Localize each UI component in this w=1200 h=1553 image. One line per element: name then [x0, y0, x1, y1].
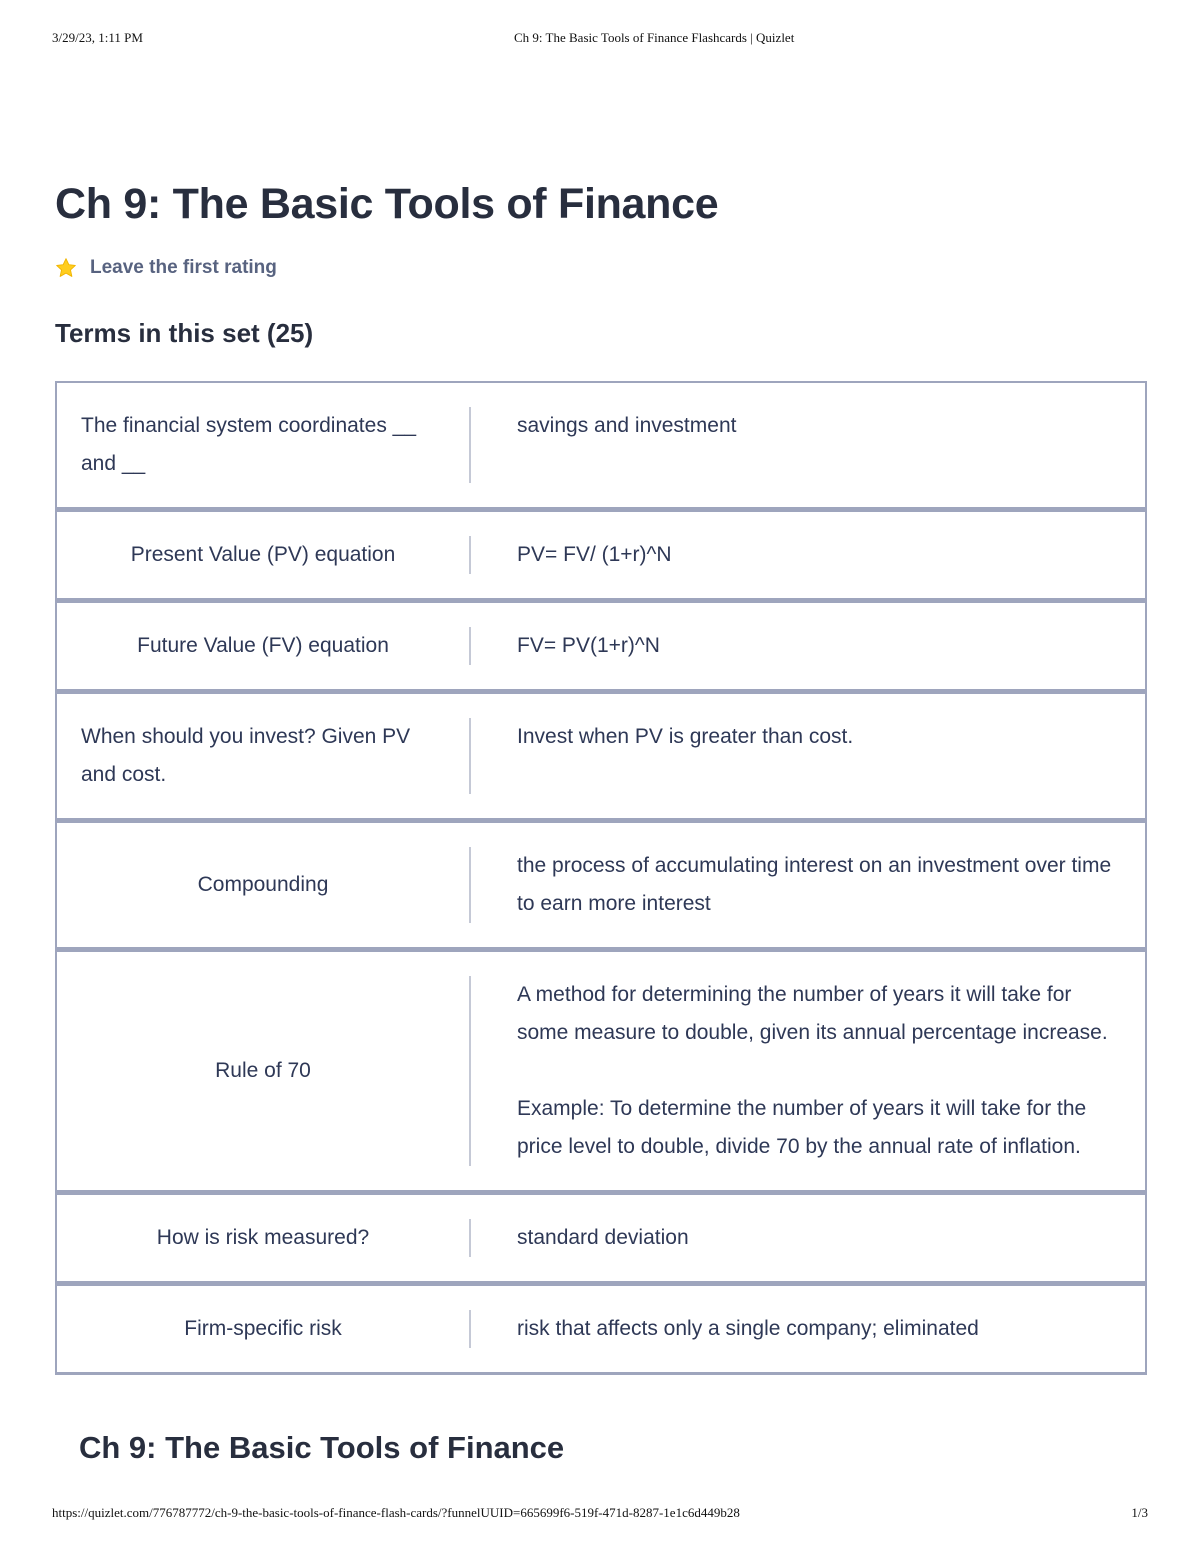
definition-text: FV= PV(1+r)^N	[517, 634, 660, 657]
flashcard-row[interactable]	[55, 1193, 1147, 1284]
definition-text: savings and investment	[517, 414, 737, 437]
flashcard-row[interactable]	[55, 692, 1147, 821]
card-term: When should you invest? Given PV and cost.	[81, 725, 411, 786]
flashcard-row[interactable]	[55, 601, 1147, 692]
print-footer	[52, 1505, 1148, 1525]
card-definition	[471, 976, 1145, 1166]
flashcard-row[interactable]	[55, 1284, 1147, 1375]
print-page-number: 1/3	[1131, 1505, 1148, 1520]
definition-text: standard deviation	[517, 1226, 689, 1249]
definition-text: A method for determining the number of years it will take for some measure to double, given its annual percentage increase.	[517, 983, 1108, 1044]
card-term: Compounding	[197, 873, 329, 896]
definition-text: the process of accumulating interest on an investment over time to earn more interest	[517, 854, 1112, 915]
card-definition	[471, 847, 1145, 923]
card-term: Future Value (FV) equation	[137, 634, 389, 657]
flashcard-row[interactable]	[55, 510, 1147, 601]
card-definition	[471, 1310, 1145, 1348]
card-term: The financial system coordinates __ and __	[81, 414, 417, 475]
rating-row[interactable]	[55, 255, 277, 281]
leave-rating-link[interactable]: Leave the first rating	[90, 257, 277, 278]
card-definition	[471, 536, 1145, 574]
card-definition	[471, 718, 1145, 756]
flashcard-list[interactable]	[55, 381, 1147, 1401]
print-page-title: Ch 9: The Basic Tools of Finance Flashcards | Quizlet	[514, 30, 795, 45]
print-url: https://quizlet.com/776787772/ch-9-the-basic-tools-of-finance-flash-cards/?funnelUUID=665699f6-519f-471d-8287-1e1c6d449b28	[52, 1505, 740, 1520]
card-term: Firm-specific risk	[184, 1317, 342, 1340]
card-term: Present Value (PV) equation	[130, 543, 396, 566]
flashcard-row[interactable]	[55, 821, 1147, 950]
card-term: How is risk measured?	[156, 1226, 370, 1249]
definition-text: risk that affects only a single company; eliminated	[517, 1317, 979, 1340]
card-definition	[471, 627, 1145, 665]
page-title: Ch 9: The Basic Tools of Finance	[55, 180, 719, 228]
definition-text: Invest when PV is greater than cost.	[517, 725, 854, 748]
flashcard-row[interactable]	[55, 950, 1147, 1193]
card-definition	[471, 407, 1145, 445]
card-definition	[471, 1219, 1145, 1257]
print-datetime: 3/29/23, 1:11 PM	[52, 30, 143, 45]
card-term: Rule of 70	[215, 1059, 311, 1082]
sticky-set-title: Ch 9: The Basic Tools of Finance	[79, 1430, 565, 1465]
print-header	[52, 30, 1148, 50]
star-icon	[55, 257, 77, 279]
definition-text: PV= FV/ (1+r)^N	[517, 543, 672, 566]
terms-heading: Terms in this set (25)	[55, 318, 314, 348]
definition-example-text: Example: To determine the number of years it will take for the price level to double, divide 70 by the annual rate of inflation.	[517, 1097, 1087, 1158]
flashcard-row[interactable]	[55, 381, 1147, 510]
